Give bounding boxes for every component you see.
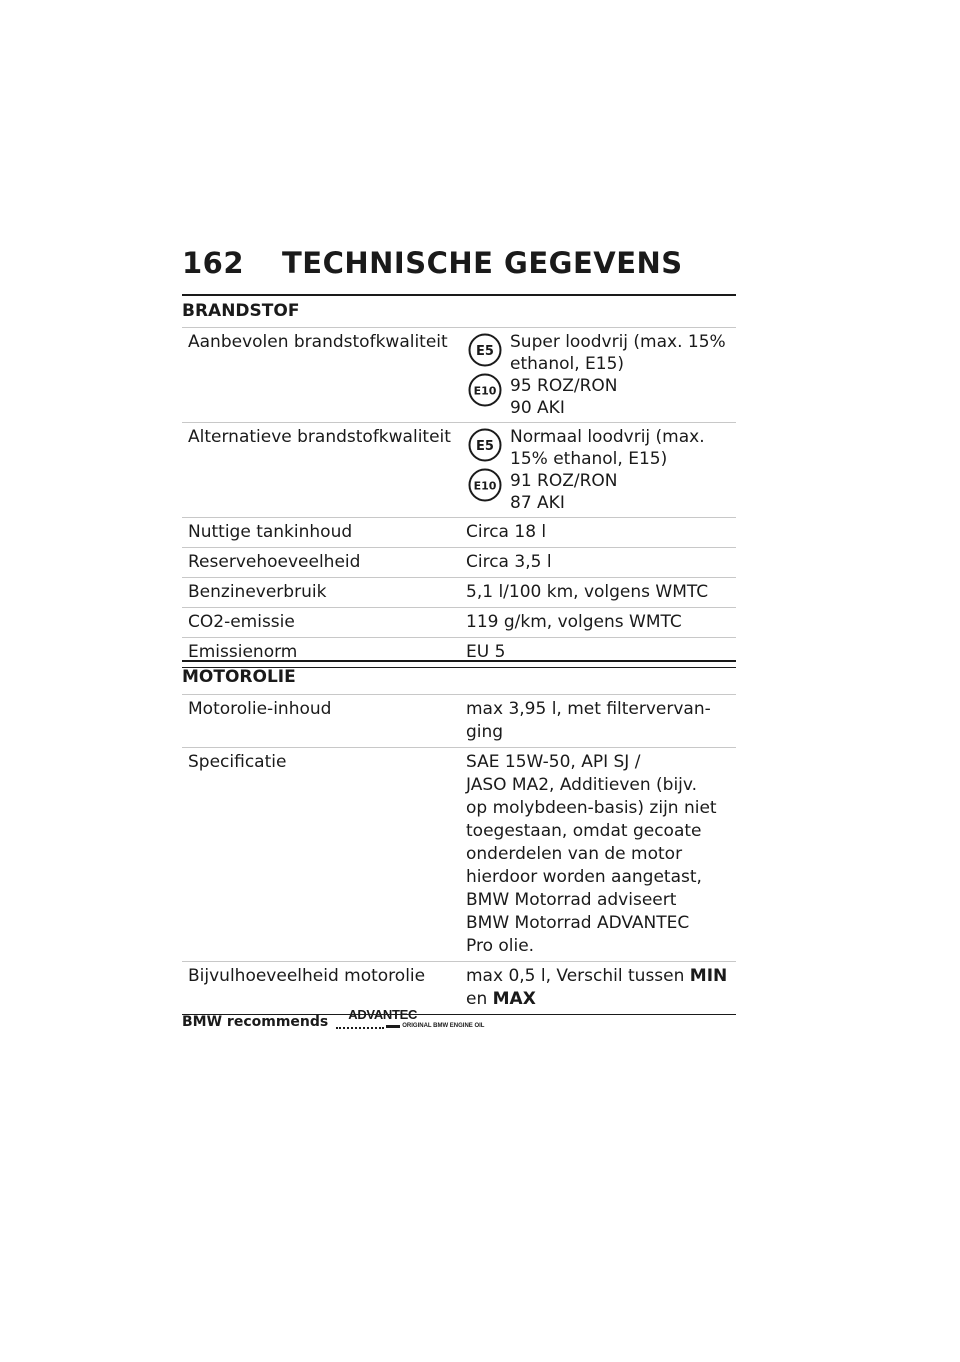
page-header <box>182 246 683 280</box>
value-line: toegestaan, omdat gecoate <box>466 821 702 841</box>
recommends-text: BMW recommends <box>182 1014 329 1030</box>
e5-badge-icon <box>468 428 502 462</box>
page-title: TECHNISCHE GEGEVENS <box>282 246 683 280</box>
advantec-logo <box>336 1008 484 1030</box>
row-label: CO2-emissie <box>188 612 295 632</box>
row-value: Circa 18 l <box>466 522 547 542</box>
value-text: max 0,5 l, Verschil tussen <box>466 966 690 986</box>
advantec-subtitle: ORIGINAL BMW ENGINE OIL <box>402 1023 485 1029</box>
section-title-fuel: BRANDSTOF <box>182 294 736 321</box>
e10-badge-icon <box>468 468 502 502</box>
advantec-brand: ADVANTEC <box>348 1007 418 1022</box>
row-label: Aanbevolen brandstofkwaliteit <box>188 332 448 352</box>
fuel-line: ethanol, E15) <box>510 354 625 374</box>
row-label: Specificatie <box>188 752 287 772</box>
table-row <box>182 327 736 422</box>
value-line: hierdoor worden aangetast, <box>466 867 702 887</box>
table-row <box>182 607 736 637</box>
table-row <box>182 961 736 1015</box>
value-line: Pro olie. <box>466 936 535 956</box>
row-label: Benzineverbruik <box>188 582 327 602</box>
fuel-line: 95 ROZ/RON <box>510 376 618 396</box>
row-label: Nuttige tankinhoud <box>188 522 353 542</box>
row-label: Motorolie-inhoud <box>188 699 332 719</box>
row-value <box>460 695 736 747</box>
fuel-line: 91 ROZ/RON <box>510 471 618 491</box>
fuel-line: Normaal loodvrij (max. <box>510 427 705 447</box>
fuel-line: 15% ethanol, E15) <box>510 449 668 469</box>
fuel-table <box>182 327 736 668</box>
value-line: ging <box>466 722 504 742</box>
table-row <box>182 517 736 547</box>
row-value: Circa 3,5 l <box>466 552 552 572</box>
value-text: en <box>466 989 493 1009</box>
row-label: Bijvulhoeveelheid motorolie <box>188 966 426 986</box>
svg-text:E5: E5 <box>476 344 494 359</box>
value-line: SAE 15W-50, API SJ / <box>466 752 641 772</box>
value-line: onderdelen van de motor <box>466 844 683 864</box>
max-marker: MAX <box>492 989 536 1009</box>
value-line: BMW Motorrad ADVANTEC <box>466 913 690 933</box>
row-value: EU 5 <box>466 642 506 662</box>
fuel-line: Super loodvrij (max. 15% <box>510 332 726 352</box>
row-label: Emissienorm <box>188 642 298 662</box>
row-value: 5,1 l/100 km, volgens WMTC <box>466 582 709 602</box>
e10-badge-icon <box>468 373 502 407</box>
table-row <box>182 577 736 607</box>
svg-text:E5: E5 <box>476 439 494 454</box>
svg-text:E10: E10 <box>473 384 497 398</box>
svg-text:E10: E10 <box>473 479 497 493</box>
table-row <box>182 694 736 747</box>
section-title-oil: MOTOROLIE <box>182 660 736 687</box>
row-value <box>460 328 726 422</box>
value-line: JASO MA2, Additieven (bijv. <box>466 775 698 795</box>
row-value <box>460 962 736 1014</box>
fuel-line: 87 AKI <box>510 493 565 513</box>
row-value <box>460 748 736 961</box>
table-row <box>182 547 736 577</box>
fuel-line: 90 AKI <box>510 398 565 418</box>
table-row <box>182 747 736 961</box>
oil-table <box>182 694 736 1015</box>
row-value: 119 g/km, volgens WMTC <box>466 612 682 632</box>
row-label: Reservehoeveelheid <box>188 552 361 572</box>
e5-badge-icon <box>468 333 502 367</box>
footer <box>182 1008 484 1030</box>
value-line: op molybdeen-basis) zijn niet <box>466 798 717 818</box>
min-marker: MIN <box>689 966 728 986</box>
value-line: max 3,95 l, met filtervervan- <box>466 699 711 719</box>
row-value <box>460 423 705 517</box>
page-number: 162 <box>182 246 245 280</box>
value-line: BMW Motorrad adviseert <box>466 890 677 910</box>
row-label: Alternatieve brandstofkwaliteit <box>188 427 451 447</box>
table-row <box>182 422 736 517</box>
